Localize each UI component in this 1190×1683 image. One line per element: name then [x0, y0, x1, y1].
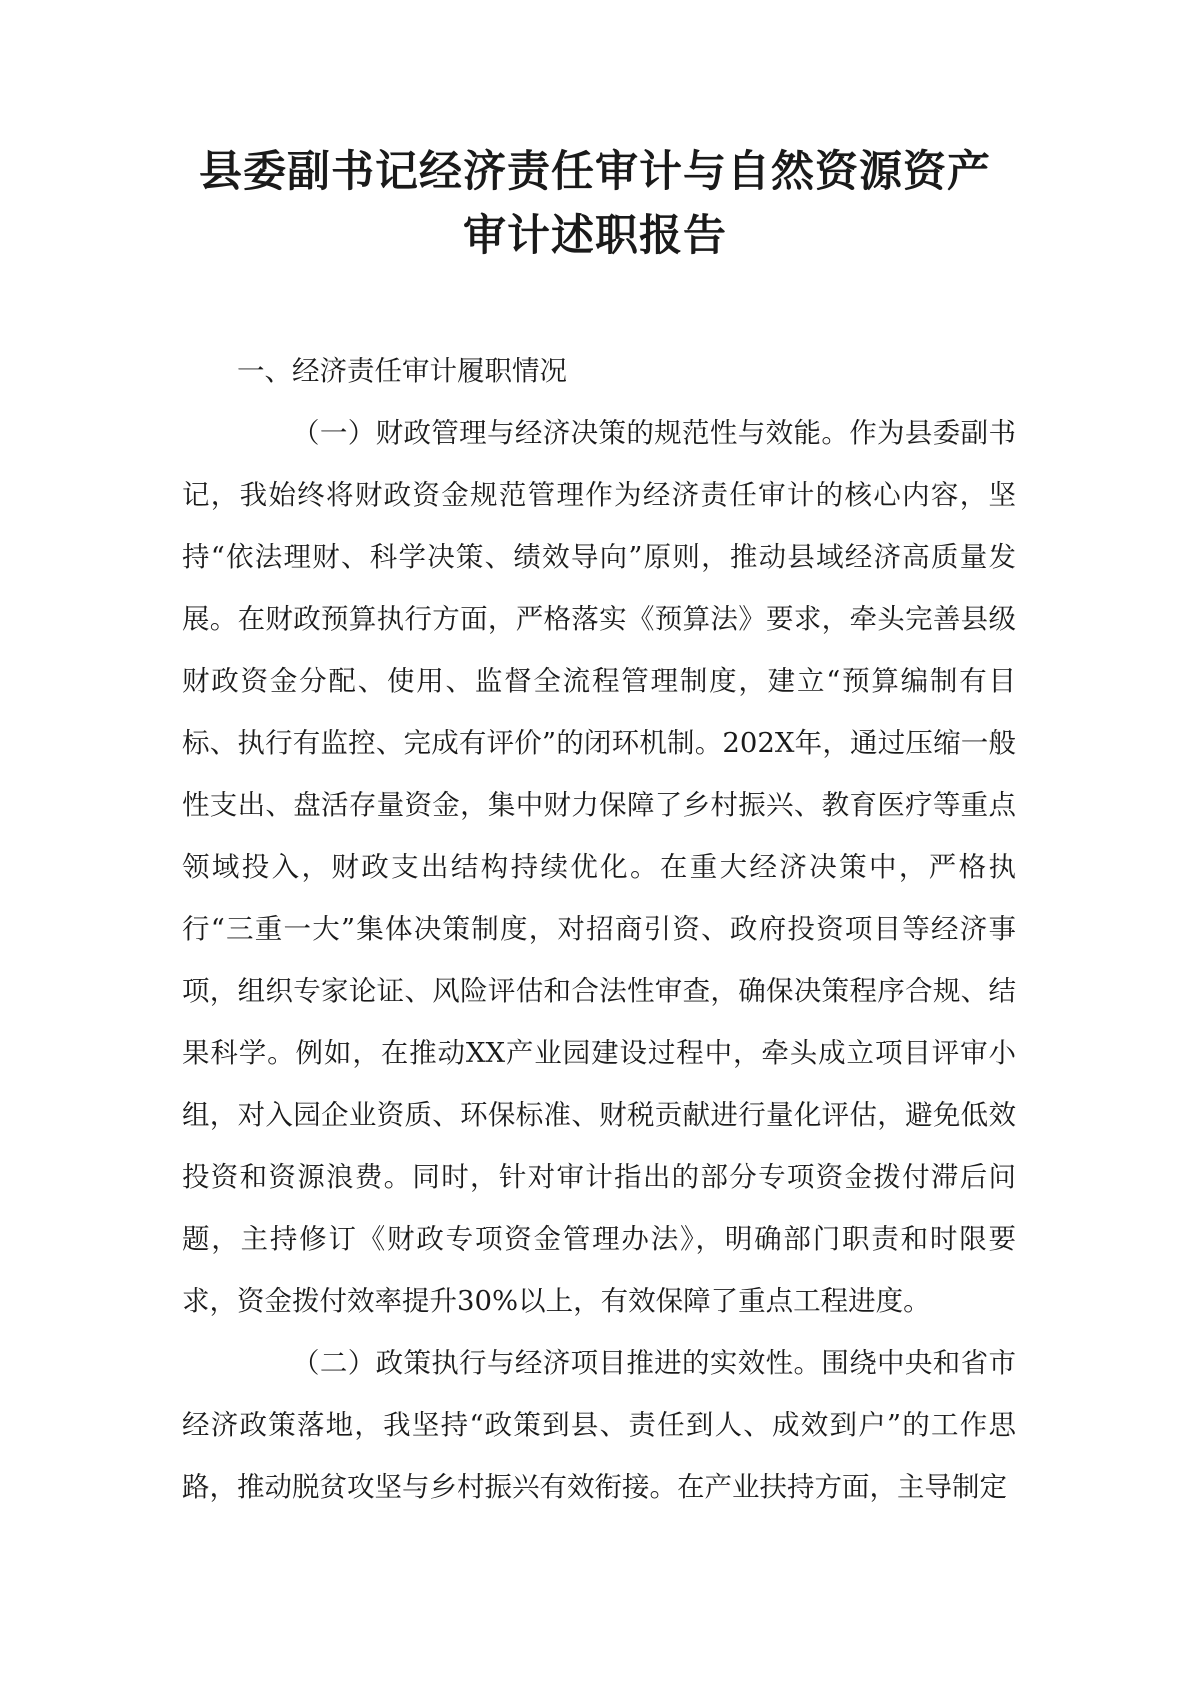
title-line-2: 审计述职报告 [463, 211, 727, 261]
title-line-1: 县委副书记经济责任审计与自然资源资产 [199, 147, 991, 197]
document-title [150, 140, 1040, 268]
paragraph-2: （二）政策执行与经济项目推进的实效性。围绕中央和省市经济政策落地，我坚持“政策到县、责任到人、成效到户”的工作思路，推动脱贫攻坚与乡村振兴有效衔接。在产业扶持方面，主导制定 [182, 1347, 1016, 1503]
document-body [182, 340, 1016, 1518]
paragraph-1: （一）财政管理与经济决策的规范性与效能。作为县委副书记，我始终将财政资金规范管理作为经济责任审计的核心内容，坚持“依法理财、科学决策、绩效导向”原则，推动县域经济高质量发展。在财政预算执行方面，严格落实《预算法》要求，牵头完善县级财政资金分配、使用、监督全流程管理制度，建立“预算编制有目标、执行有监控、完成有评价”的闭环机制。202X年，通过压缩一般性支出、盘活存量资金，集中财力保障了乡村振兴、教育医疗等重点领域投入，财政支出结构持续优化。在重大经济决策中，严格执行“三重一大”集体决策制度，对招商引资、政府投资项目等经济事项，组织专家论证、风险评估和合法性审查，确保决策程序合规、结果科学。例如，在推动XX产业园建设过程中，牵头成立项目评审小组，对入园企业资质、环保标准、财税贡献进行量化评估，避免低效投资和资源浪费。同时，针对审计指出的部分专项资金拨付滞后问题，主持修订《财政专项资金管理办法》，明确部门职责和时限要求，资金拨付效率提升30%以上，有效保障了重点工程进度。 [182, 417, 1016, 1317]
section-heading: 一、经济责任审计履职情况 [237, 355, 567, 387]
